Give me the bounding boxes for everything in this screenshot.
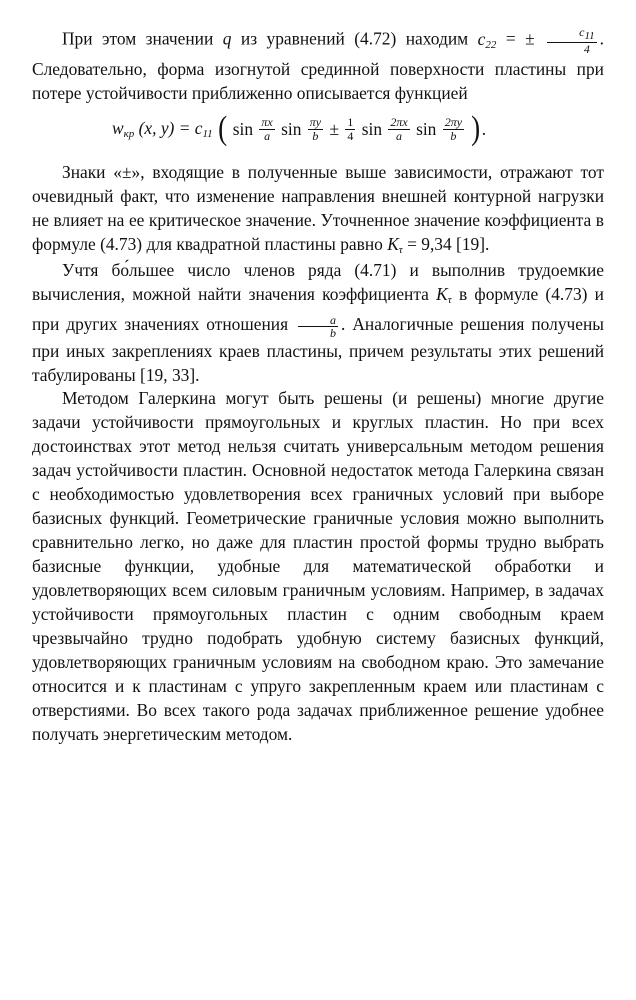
formula-sin-4: sin <box>416 118 437 139</box>
formula-frac-2piy-b: $\frac{2\pi y}{b}$ <box>444 114 463 143</box>
formula-frac-2pix-a: $\frac{2\pi x}{a}$ <box>390 114 408 143</box>
deflection-formula: $w_{кр}$ (x, $y) = c_{11}$ ( sin $\frac{\pi x}{a}$ sin $\frac{\pi y}{b}$ ± $\frac{1}{4}$ sin $\frac{2\pi x}{a}$ sin $\frac{2\pi y}{b}$ ). <box>112 110 487 147</box>
k-tau-symbol-2: $K_\tau$ <box>436 284 452 306</box>
paragraph-series <box>32 258 604 387</box>
formula-open-paren: ( <box>218 110 228 147</box>
p3-text-a: Учтя бо́льшее число членов ряда (4.71) и выполнив трудоемкие вычисления, можной найти значения коэффициента <box>32 260 604 304</box>
p1-text-a: При этом значении <box>62 28 214 49</box>
c22-symbol: $c_{22}$ <box>477 28 497 51</box>
formula-sin-3: sin <box>361 118 383 139</box>
p2-text-b: = 9,34 [19]. <box>407 234 490 254</box>
formula-frac-piy-b: $\frac{\pi y}{b}$ <box>309 114 322 143</box>
formula-sin-2: sin <box>281 118 302 139</box>
p2-text-a: Знаки «±», входящие в полученные выше зависимости, отражают тот очевидный факт, что изменение направления внешней контурной нагрузки не влияет на ее критическое значение. Уточненное значение коэффициента в формуле (4.73) для квадратной пластины равно <box>32 162 604 254</box>
p1-text-b: из уравнений (4.72) находим <box>240 28 469 49</box>
p3-text-c: . Аналогичные решения получены при иных закреплениях краев пластины, причем результаты этих решений табулированы [19, 33]. <box>32 314 604 385</box>
k-tau-symbol: $K_\tau$ <box>387 234 403 256</box>
formula-lhs: $w_{кр}$ (x, $y) = c_{11}$ <box>112 118 213 140</box>
formula-sin-1: sin <box>232 118 254 139</box>
fraction-c11-over-4: $\frac{c_{11}}{4}$ <box>547 26 597 55</box>
p3-text-b: в формуле (4.73) и при других значениях отношения <box>32 284 604 334</box>
formula-frac-pix-a: $\frac{\pi x}{a}$ <box>261 114 273 143</box>
formula-close-paren: ) <box>471 110 481 147</box>
paragraph-galerkin: Методом Галеркина могут быть решены (и решены) многие другие задачи устойчивости прямоугольных и круглых пластин. Но при всех достоинствах этот метод нельзя считать универсальным методом решения задач устойчивости пластин. Основной недостаток метода Галеркина связан с необходимостью удовлетворения всех граничных условий при выборе базисных функций. Геометрические граничные условия можно выполнить сравнительно легко, но даже для пластин простой формы трудно выбрать базисные функции, удобные для математической обработки и удовлетворяющих всем силовым граничным условиям. Например, в задачах устойчивости прямоугольных пластин с одним свободным краем чрезвычайно трудно подобрать удобную систему базисных функций, удовлетворяющих граничным условиям на свободном краю. Это замечание относится и к пластинам с упруго закрепленным краем или пластинам с отверстиями. Во всех такого рода задачах приближенное решение удобнее получать энергетическим методом. <box>32 388 604 744</box>
formula-frac-1-4: $\frac{1}{4}$ <box>347 114 354 143</box>
fraction-a-over-b: $\frac{a}{b}$ <box>298 314 338 339</box>
p1-text-c: Следовательно, форма изогнутой срединной поверхности пластины при потере устойчивости приближенно описывается функцией <box>32 58 604 103</box>
formula-pm: ± <box>329 118 339 139</box>
paragraph-intro: При этом значении q из уравнений (4.72) находим $c_{22}$ = ± $\frac{c_{11}}{4}$ . Следовательно, форма изогнутой срединной поверхности пластины при потере устойчивости приближенно описывается функцией <box>32 25 604 103</box>
paragraph-signs <box>32 160 604 262</box>
p1-eq-pm: = ± <box>505 28 535 49</box>
p1-var-q: q <box>222 28 232 49</box>
